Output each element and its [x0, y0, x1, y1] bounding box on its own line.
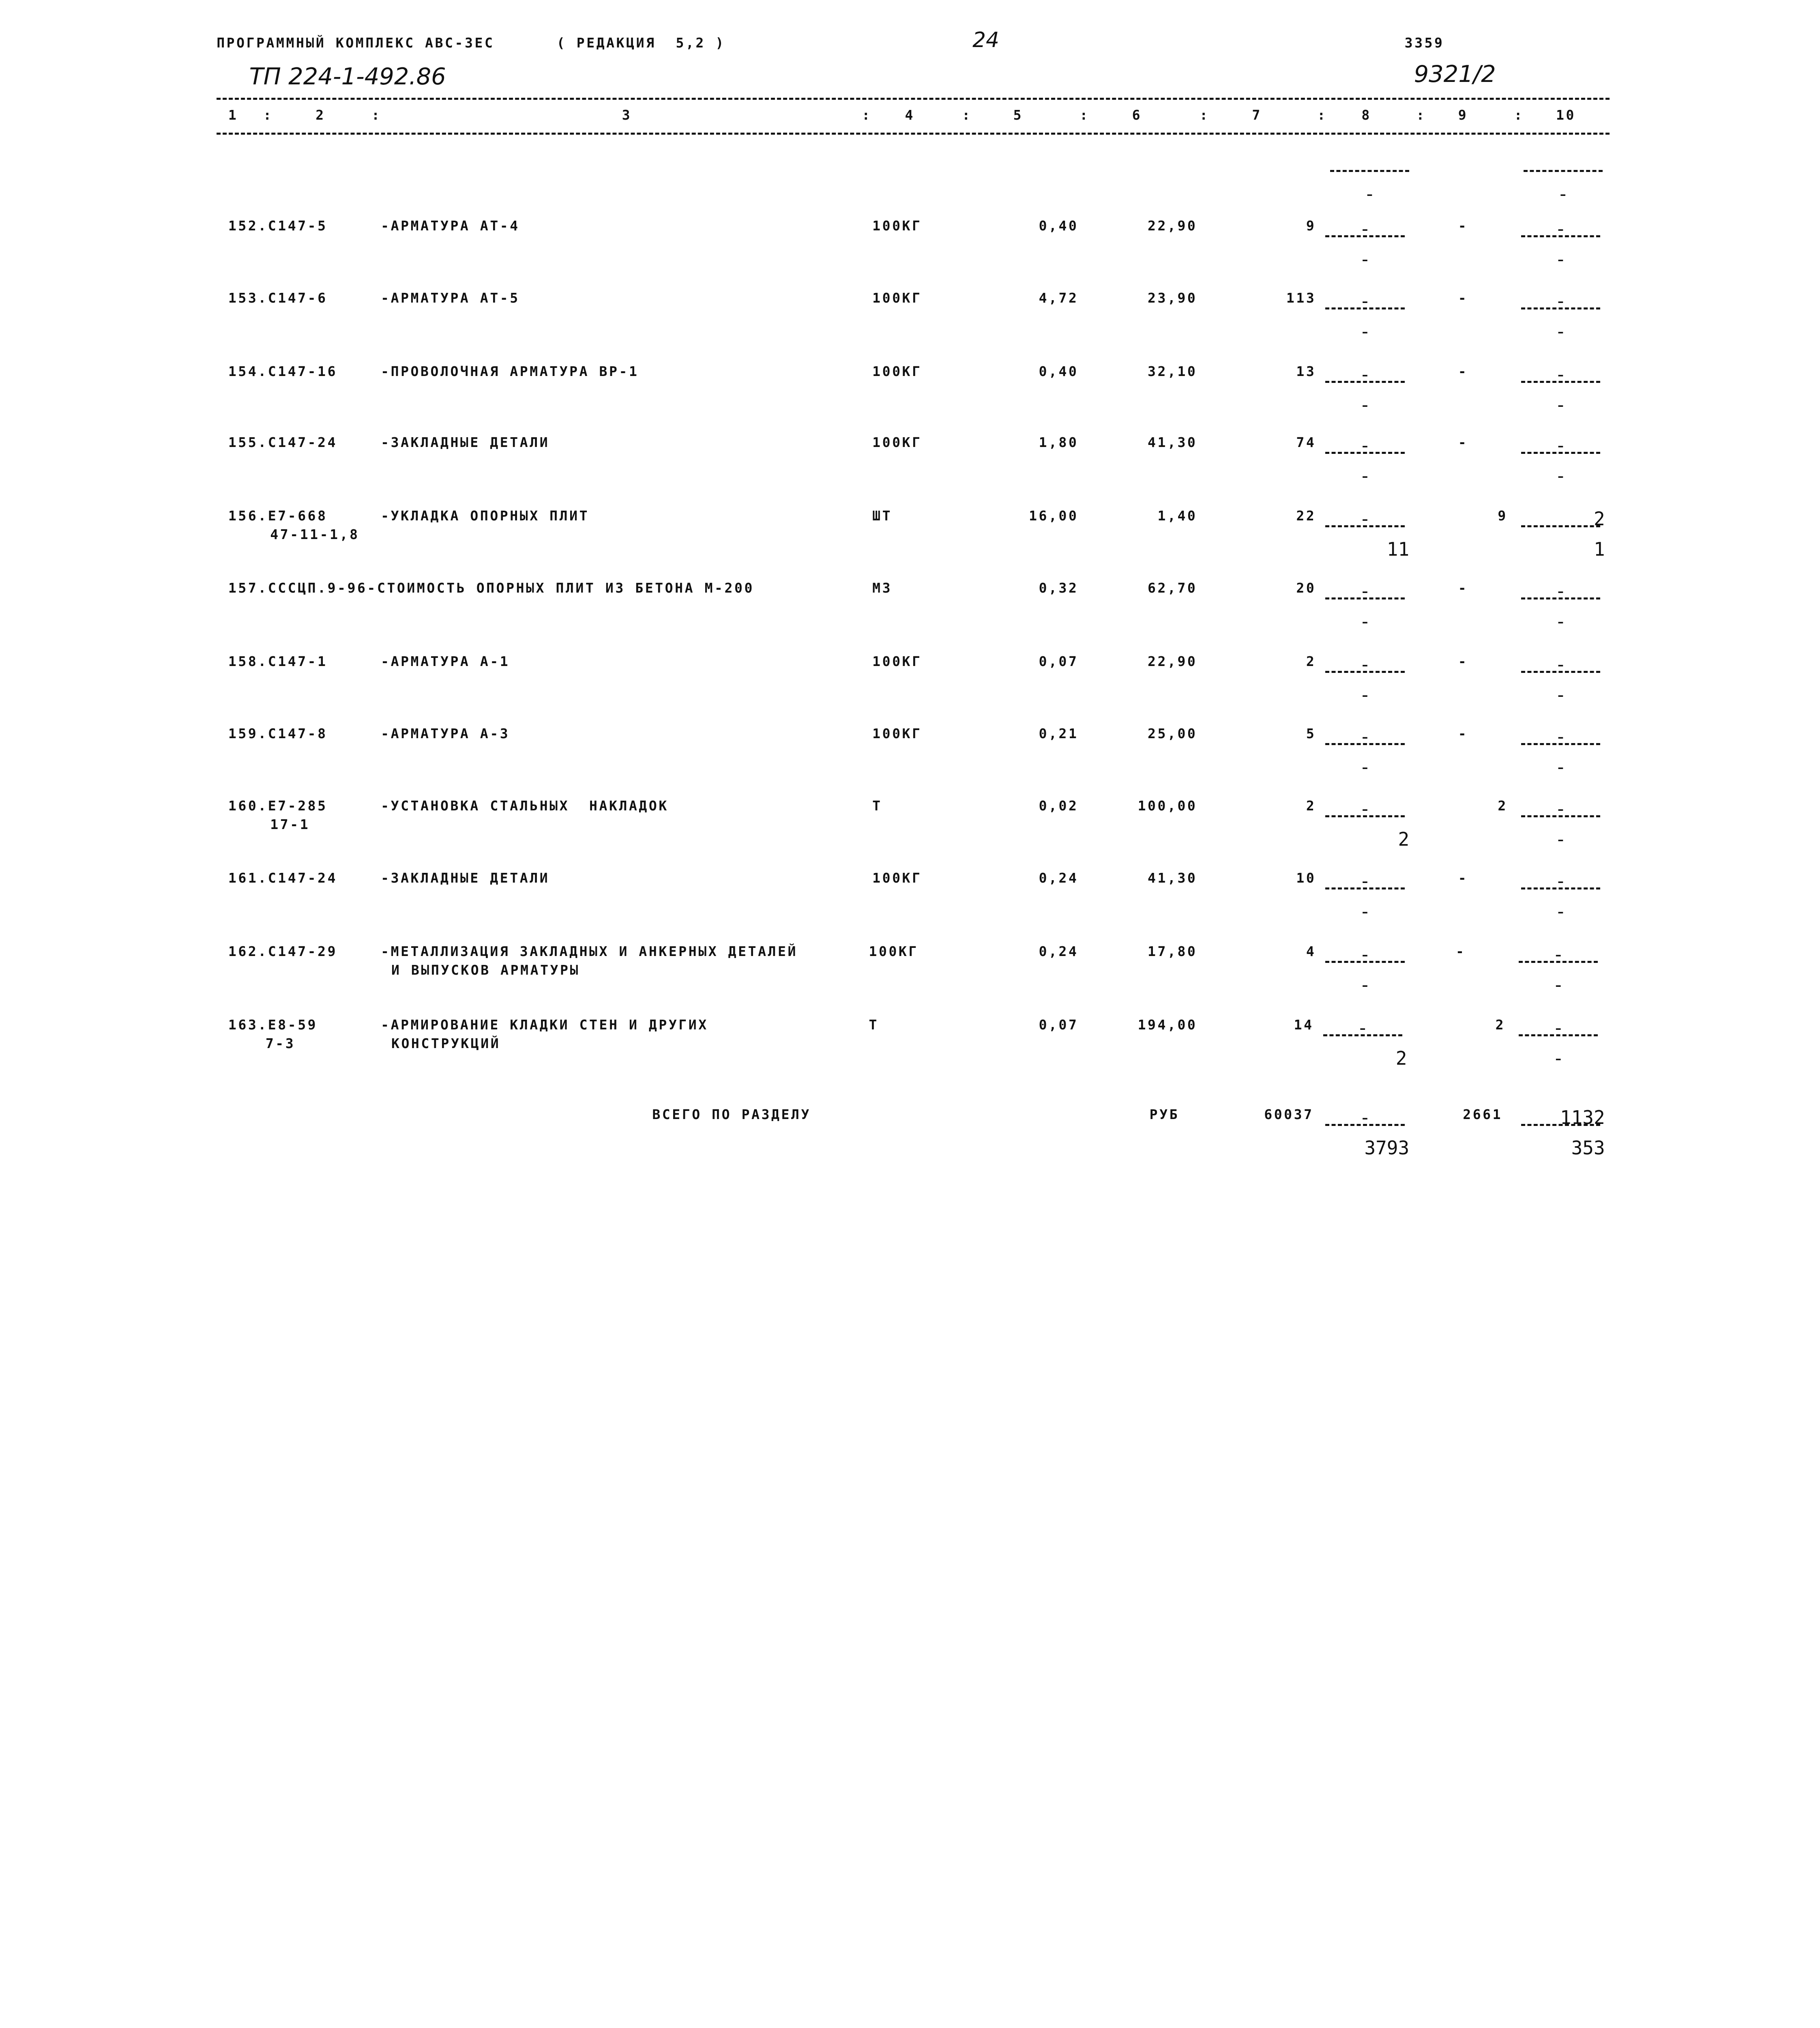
row-code: 152.С147-5	[228, 218, 328, 234]
row-qty: 4,72	[1039, 290, 1079, 306]
program-title: ПРОГРАММНЫЙ КОМПЛЕКС АВС-ЗЕС	[217, 35, 495, 51]
row-col8: - -	[1321, 290, 1409, 348]
row-col10: - -	[1516, 726, 1605, 784]
row-col8: - -	[1321, 870, 1409, 928]
summary-col10: 1132 353	[1516, 1106, 1605, 1165]
row-col10: - -	[1516, 434, 1605, 493]
col-sep: :	[1416, 107, 1426, 123]
col-sep: :	[1080, 107, 1090, 123]
row-col10: - -	[1514, 1017, 1603, 1075]
row-total: 13	[1296, 363, 1316, 380]
row-unit: Т	[869, 1017, 879, 1033]
row-qty: 0,40	[1039, 363, 1079, 380]
row-name: -МЕТАЛЛИЗАЦИЯ ЗАКЛАДНЫХ И АНКЕРНЫХ ДЕТАЛЕЙ	[381, 943, 798, 960]
col-4: 4	[905, 107, 915, 123]
row-code: 153.С147-6	[228, 290, 328, 306]
col-sep: :	[1200, 107, 1210, 123]
row-qty: 0,40	[1039, 218, 1079, 234]
row-qty: 1,80	[1039, 434, 1079, 451]
row-col8: - -	[1321, 653, 1409, 712]
row-unit: Т	[872, 798, 882, 814]
row-col9: -	[1458, 653, 1468, 670]
row-name: -АРМАТУРА А-3	[381, 726, 510, 742]
row-name: -ПРОВОЛОЧНАЯ АРМАТУРА ВР-1	[381, 363, 639, 380]
row-code-sub: 7-3	[265, 1035, 296, 1052]
row-col10: - -	[1516, 218, 1605, 276]
table-row	[0, 726, 1820, 795]
row-col9: -	[1458, 290, 1468, 306]
table-row	[0, 290, 1820, 360]
summary-col9: 2661	[1463, 1106, 1503, 1123]
row-col9: 2	[1495, 1017, 1506, 1033]
row-name: -АРМАТУРА А-1	[381, 653, 510, 670]
col-sep: :	[1317, 107, 1327, 123]
sheet-reference: 9321/2	[1414, 60, 1496, 88]
table-row	[0, 363, 1820, 433]
row-col8: - -	[1321, 726, 1409, 784]
row-qty: 0,02	[1039, 798, 1079, 814]
row-code-sub: 47-11-1,8	[270, 526, 360, 543]
row-col10: - -	[1516, 798, 1605, 856]
row-total: 5	[1306, 726, 1316, 742]
row-code: 155.С147-24	[228, 434, 338, 451]
row-total: 113	[1286, 290, 1316, 306]
row-col10: - -	[1516, 290, 1605, 348]
carryover-col8: -	[1325, 153, 1414, 211]
summary-unit: РУБ	[1149, 1106, 1180, 1123]
row-code: 159.С147-8	[228, 726, 328, 742]
row-col9: -	[1458, 580, 1468, 596]
col-10: 10	[1556, 107, 1576, 123]
row-col8: - -	[1321, 580, 1409, 638]
row-col8: - -	[1321, 363, 1409, 422]
row-name-cont: И ВЫПУСКОВ АРМАТУРЫ	[391, 962, 580, 978]
document-number: 3359	[1404, 35, 1444, 51]
row-col8: - -	[1321, 434, 1409, 493]
row-name: -УКЛАДКА ОПОРНЫХ ПЛИТ	[381, 508, 590, 524]
summary-total: 60037	[1264, 1106, 1314, 1123]
row-code: 154.С147-16	[228, 363, 338, 380]
row-name: -АРМАТУРА АТ-4	[381, 218, 520, 234]
edition-label: ( РЕДАКЦИЯ 5,2 )	[556, 35, 725, 51]
row-qty: 0,21	[1039, 726, 1079, 742]
table-row	[0, 1017, 1820, 1087]
row-qty: 0,07	[1039, 1017, 1079, 1033]
row-name: -ЗАКЛАДНЫЕ ДЕТАЛИ	[381, 434, 550, 451]
row-price: 100,00	[1138, 798, 1198, 814]
table-row	[0, 798, 1820, 868]
row-col9: -	[1458, 363, 1468, 380]
col-8: 8	[1361, 107, 1371, 123]
row-price: 1,40	[1157, 508, 1198, 524]
row-total: 74	[1296, 434, 1316, 451]
col-3: 3	[622, 107, 632, 123]
row-col9: 2	[1498, 798, 1508, 814]
row-col10: - -	[1516, 363, 1605, 422]
row-code: 162.С147-29	[228, 943, 338, 960]
row-col9: -	[1458, 218, 1468, 234]
row-total: 20	[1296, 580, 1316, 596]
row-qty: 0,32	[1039, 580, 1079, 596]
row-code: 160.Е7-285	[228, 798, 328, 814]
row-col10: - -	[1516, 580, 1605, 638]
row-qty: 0,24	[1039, 943, 1079, 960]
col-sep: :	[371, 107, 382, 123]
row-col9: -	[1458, 434, 1468, 451]
row-code-sub: 17-1	[270, 816, 310, 833]
row-total: 2	[1306, 798, 1316, 814]
row-name: -УСТАНОВКА СТАЛЬНЫХ НАКЛАДОК	[381, 798, 669, 814]
row-price: 62,70	[1148, 580, 1198, 596]
row-col10: - -	[1514, 943, 1603, 1002]
table-row	[0, 508, 1820, 578]
col-sep: :	[962, 107, 972, 123]
row-col9: -	[1458, 870, 1468, 886]
row-unit: 100КГ	[872, 363, 922, 380]
col-sep: :	[1514, 107, 1524, 123]
row-price: 194,00	[1138, 1017, 1198, 1033]
row-name: -АРМАТУРА АТ-5	[381, 290, 520, 306]
row-price: 25,00	[1148, 726, 1198, 742]
summary-label: ВСЕГО ПО РАЗДЕЛУ	[652, 1106, 811, 1123]
header-rule-top	[217, 98, 1610, 100]
col-9: 9	[1458, 107, 1468, 123]
table-row	[0, 870, 1820, 940]
row-unit: 100КГ	[872, 870, 922, 886]
row-col9: -	[1458, 726, 1468, 742]
row-unit: 100КГ	[872, 726, 922, 742]
row-price: 41,30	[1148, 870, 1198, 886]
page-number: 24	[972, 28, 999, 52]
row-unit: ШТ	[872, 508, 893, 524]
summary-row	[0, 1106, 1820, 1176]
row-col8: - 2	[1318, 1017, 1407, 1075]
row-unit: 100КГ	[872, 218, 922, 234]
col-7: 7	[1252, 107, 1262, 123]
row-total: 9	[1306, 218, 1316, 234]
col-5: 5	[1013, 107, 1024, 123]
row-price: 41,30	[1148, 434, 1198, 451]
row-col8: - 11	[1321, 508, 1409, 566]
row-col8: - -	[1321, 218, 1409, 276]
summary-col8: - 3793	[1321, 1106, 1409, 1165]
col-2: 2	[315, 107, 326, 123]
header-rule-bottom	[217, 133, 1610, 135]
project-code: ТП 224-1-492.86	[249, 63, 446, 90]
row-col10: 2 1	[1516, 508, 1605, 566]
carryover-col10: -	[1519, 153, 1607, 211]
col-1: 1	[228, 107, 238, 123]
row-qty: 0,24	[1039, 870, 1079, 886]
row-col9: 9	[1498, 508, 1508, 524]
row-price: 22,90	[1148, 653, 1198, 670]
table-row	[0, 218, 1820, 288]
row-code: 163.Е8-59	[228, 1017, 318, 1033]
row-code: 157.СССЦП.9-96-СТОИМОСТЬ ОПОРНЫХ ПЛИТ ИЗ БЕТОНА М-200	[228, 580, 754, 596]
row-col8: - 2	[1321, 798, 1409, 856]
col-6: 6	[1132, 107, 1142, 123]
table-row	[0, 653, 1820, 723]
row-qty: 0,07	[1039, 653, 1079, 670]
row-price: 32,10	[1148, 363, 1198, 380]
row-unit: М3	[872, 580, 893, 596]
row-unit: 100КГ	[872, 290, 922, 306]
row-name: -ЗАКЛАДНЫЕ ДЕТАЛИ	[381, 870, 550, 886]
row-price: 22,90	[1148, 218, 1198, 234]
row-col8: - -	[1321, 943, 1409, 1002]
row-col10: - -	[1516, 870, 1605, 928]
row-unit: 100КГ	[872, 434, 922, 451]
table-row	[0, 943, 1820, 1013]
col-sep: :	[263, 107, 273, 123]
row-col10: - -	[1516, 653, 1605, 712]
row-col9: -	[1456, 943, 1466, 960]
row-code: 156.Е7-668	[228, 508, 328, 524]
row-total: 4	[1306, 943, 1316, 960]
row-unit: 100КГ	[872, 653, 922, 670]
row-price: 23,90	[1148, 290, 1198, 306]
row-name: -АРМИРОВАНИЕ КЛАДКИ СТЕН И ДРУГИХ	[381, 1017, 708, 1033]
row-total: 14	[1294, 1017, 1314, 1033]
table-row	[0, 580, 1820, 650]
row-total: 22	[1296, 508, 1316, 524]
row-price: 17,80	[1148, 943, 1198, 960]
col-sep: :	[862, 107, 872, 123]
table-row	[0, 434, 1820, 504]
row-code: 161.С147-24	[228, 870, 338, 886]
row-total: 2	[1306, 653, 1316, 670]
row-qty: 16,00	[1029, 508, 1079, 524]
row-name-cont: КОНСТРУКЦИЙ	[391, 1035, 501, 1052]
row-total: 10	[1296, 870, 1316, 886]
row-code: 158.С147-1	[228, 653, 328, 670]
row-unit: 100КГ	[869, 943, 919, 960]
